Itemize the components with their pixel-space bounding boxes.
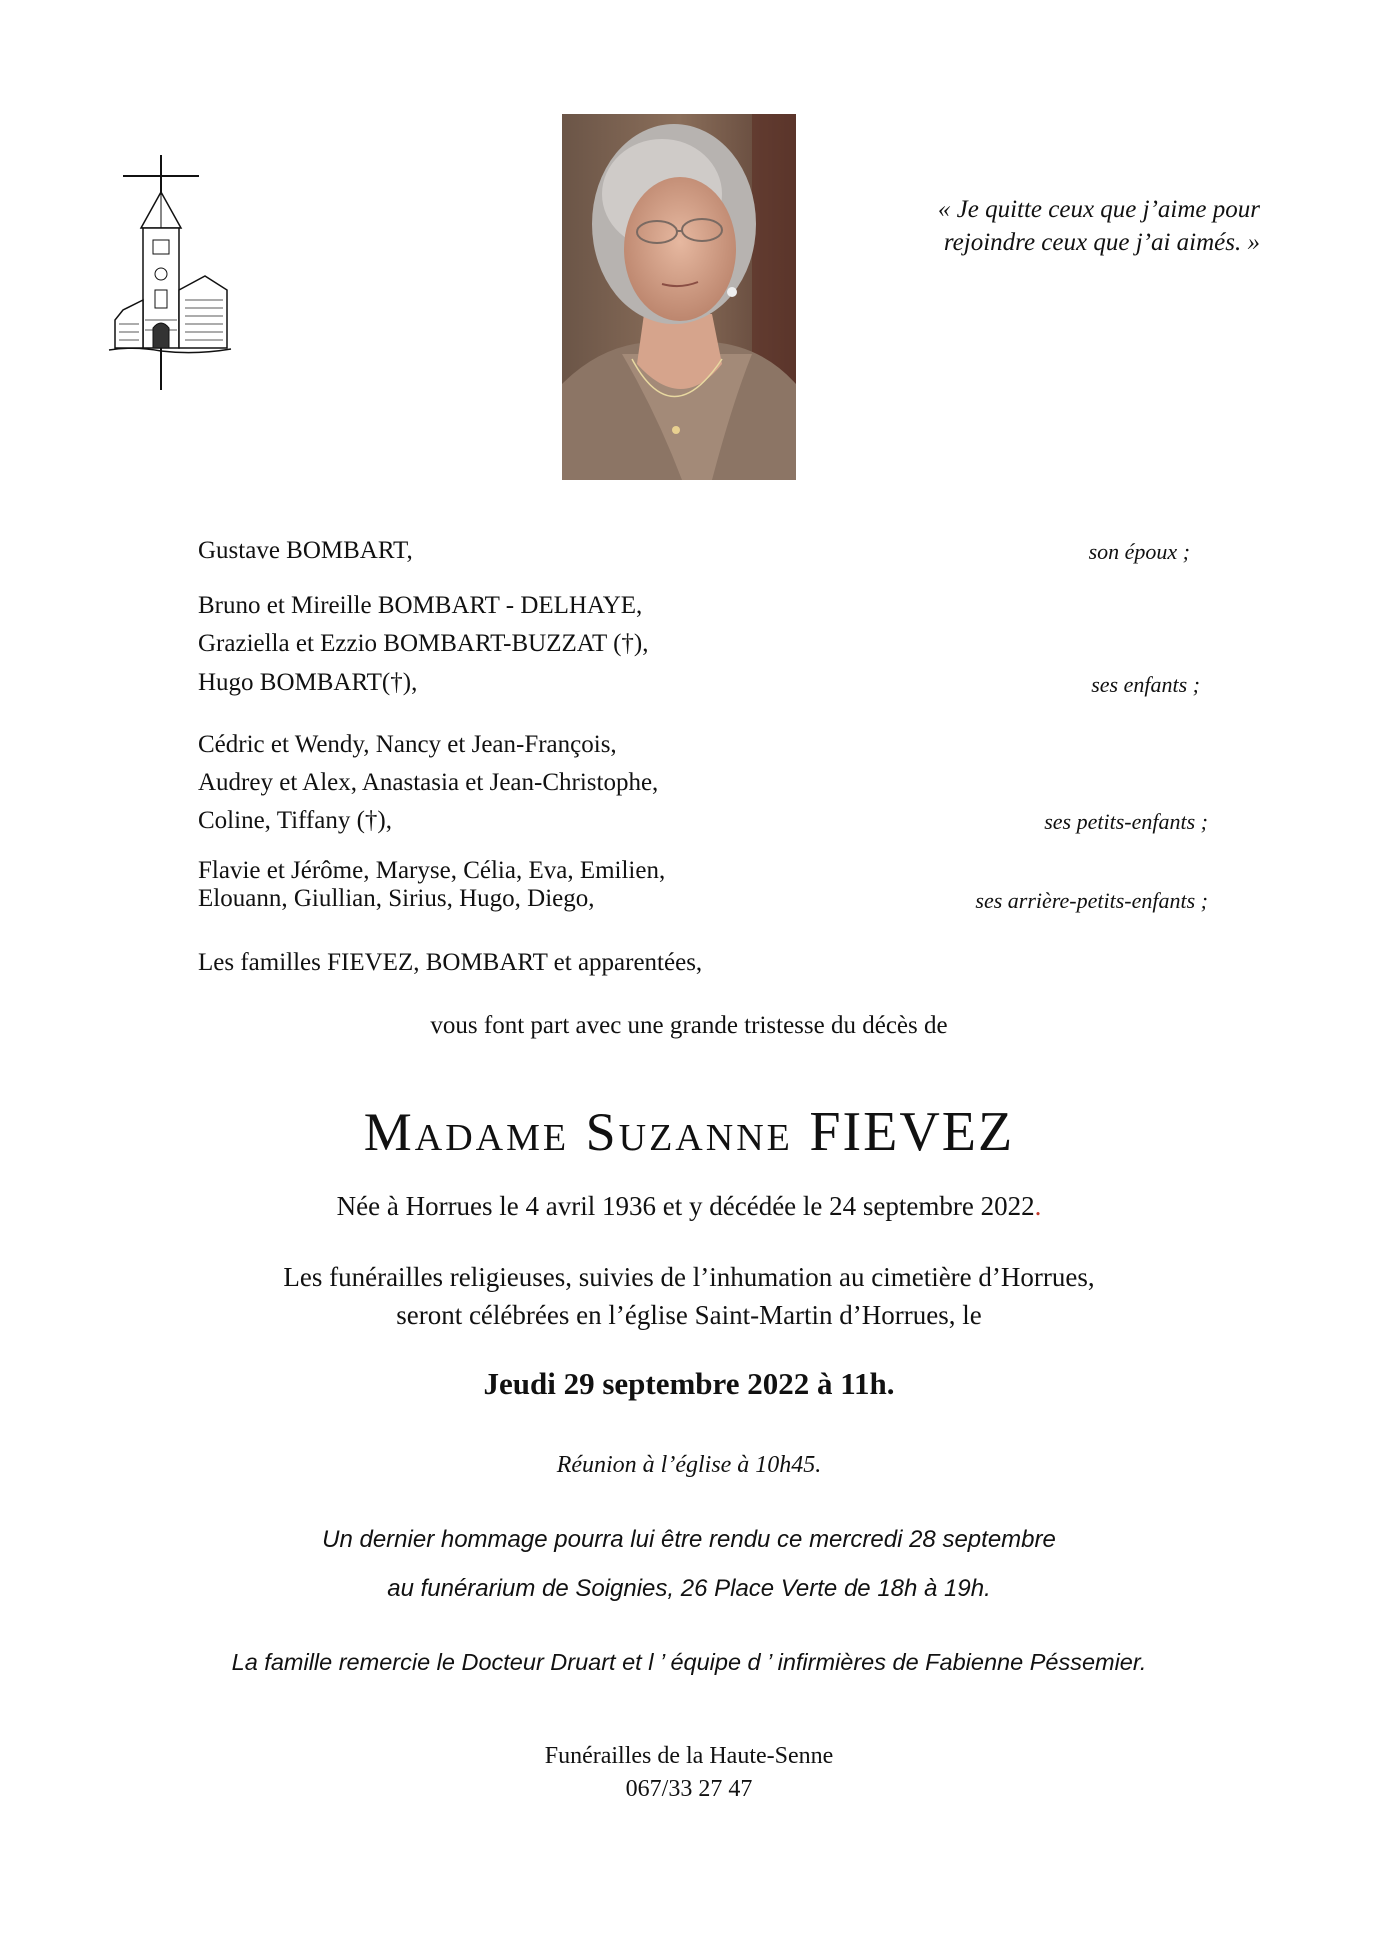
family-name: Graziella et Ezzio BOMBART-BUZZAT (†), <box>198 630 649 657</box>
birth-death-dates <box>0 1191 1378 1222</box>
family-role: ses enfants ; <box>1091 672 1200 697</box>
announcement: vous font part avec une grande tristesse du décès de <box>430 1012 948 1039</box>
family-role: ses petits-enfants ; <box>1044 809 1208 834</box>
deceased-surname: FIEVEZ <box>809 1101 1015 1163</box>
family-name: Coline, Tiffany (†), <box>198 807 392 834</box>
funeral-date: Jeudi 29 septembre 2022 à 11h. <box>483 1366 895 1401</box>
family-name: Les familles FIEVEZ, BOMBART et apparentées, <box>198 949 703 976</box>
reunion-time: Réunion à l’église à 10h45. <box>556 1452 822 1478</box>
family-name: Audrey et Alex, Anastasia et Jean-Christophe, <box>198 769 659 796</box>
family-name: Bruno et Mireille BOMBART - DELHAYE, <box>198 592 643 619</box>
thanks: La famille remercie le Docteur Druart et l ’ équipe d ’ infirmières de Fabienne Péssemier. <box>231 1649 1147 1675</box>
family-name: Elouann, Giullian, Sirius, Hugo, Diego, <box>198 885 595 912</box>
hommage-line-1: Un dernier hommage pourra lui être rendu ce mercredi 28 septembre <box>322 1526 1056 1553</box>
deceased-name <box>0 1100 1378 1164</box>
hommage-line-2: au funérarium de Soignies, 26 Place Verte de 18h à 19h. <box>387 1575 991 1602</box>
deceased-title: Madame Suzanne <box>363 1102 793 1162</box>
quote-line-2: rejoindre ceux que j’ai aimés. » <box>943 229 1260 256</box>
family-name: Flavie et Jérôme, Maryse, Célia, Eva, Emilien, <box>198 857 666 884</box>
quote-line-1: « Je quitte ceux que j’aime pour <box>937 196 1260 223</box>
portrait-photo <box>562 114 796 480</box>
church-illustration <box>105 150 235 390</box>
funeral-home-name: Funérailles de la Haute-Senne <box>544 1743 834 1769</box>
funeral-line-1: Les funérailles religieuses, suivies de l’inhumation au cimetière d’Horrues, <box>283 1262 1095 1292</box>
funeral-line-2: seront célébrées en l’église Saint-Martin d’Horrues, le <box>396 1300 982 1330</box>
family-role: ses arrière-petits-enfants ; <box>975 888 1208 913</box>
dates-text: Née à Horrues le 4 avril 1936 et y décédée le 24 septembre 2022 <box>336 1191 1035 1221</box>
family-name: Gustave BOMBART, <box>198 537 413 564</box>
family-name: Cédric et Wendy, Nancy et Jean-François, <box>198 731 617 758</box>
family-name: Hugo BOMBART(†), <box>198 669 418 696</box>
family-role: son époux ; <box>1088 539 1190 564</box>
dates-period: . <box>1034 1191 1042 1221</box>
funeral-home-phone: 067/33 27 47 <box>625 1776 753 1802</box>
quote <box>830 193 1260 259</box>
